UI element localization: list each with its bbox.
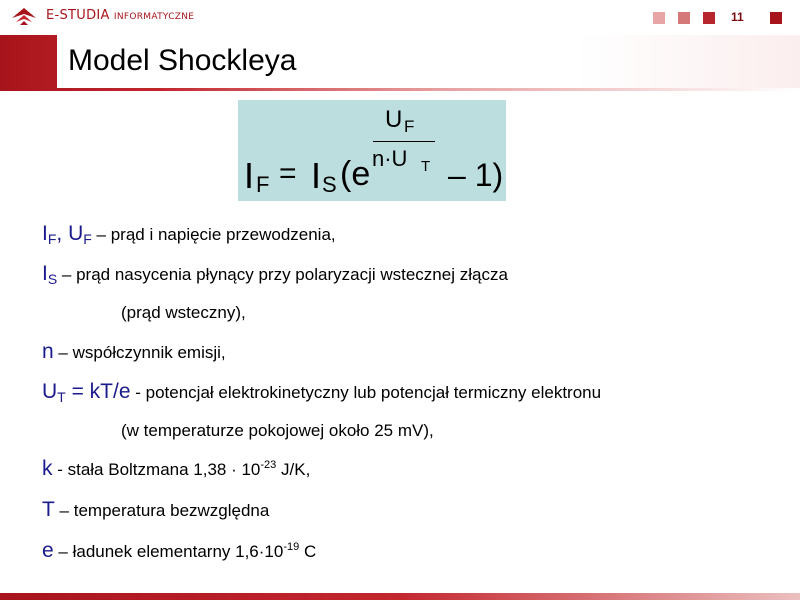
symbol-2: U xyxy=(68,222,84,245)
symbol: n xyxy=(42,340,54,363)
description: – ładunek elementarny 1,6·10 xyxy=(53,542,284,561)
description: - stała Boltzmana 1,38 · 10 xyxy=(52,460,261,479)
page-title: Model Shockleya xyxy=(68,44,297,77)
list-item-n xyxy=(42,340,226,364)
list-item-ut-continuation: (w temperaturze pokojowej około 25 mV), xyxy=(121,421,434,440)
list-item-t xyxy=(42,498,269,522)
formula-lhs-I: I xyxy=(244,155,255,196)
bottom-bar xyxy=(0,593,800,600)
separator: , xyxy=(56,222,69,245)
symbol: e xyxy=(42,539,54,562)
description: – temperatura bezwzględna xyxy=(54,501,270,520)
symbol: U xyxy=(42,380,58,403)
list-item-if-uf xyxy=(42,222,336,247)
description: – prąd nasycenia płynący przy polaryzacji wstecznej złącza xyxy=(57,265,508,284)
exponent: -23 xyxy=(260,459,277,471)
formula-equals: = xyxy=(279,157,297,190)
symbol-tail: = kT/e xyxy=(65,380,131,403)
description: - potencjał elektrokinetyczny lub potencjał termiczny elektronu xyxy=(130,383,602,402)
formula-den: n·U xyxy=(372,146,408,171)
symbol-2-sub: F xyxy=(83,231,92,247)
logo-mark-icon xyxy=(10,4,40,26)
logo-main-text: E-STUDIA xyxy=(46,7,110,23)
symbol: T xyxy=(42,498,55,521)
symbol: I xyxy=(42,222,48,245)
description-end: C xyxy=(299,542,317,561)
list-item-ut xyxy=(42,380,601,405)
symbol-sub: F xyxy=(47,231,57,247)
logo xyxy=(10,4,194,26)
formula-num-sub: F xyxy=(404,117,415,136)
symbol: I xyxy=(42,262,48,285)
list-item-is-continuation: (prąd wsteczny), xyxy=(121,303,246,322)
formula-open-e: (e xyxy=(340,155,371,193)
formula-num-U: U xyxy=(385,106,403,133)
description-end: J/K, xyxy=(276,460,311,479)
list-item-is xyxy=(42,262,508,287)
list-item-e xyxy=(42,539,316,563)
square-1 xyxy=(653,12,665,24)
formula-lhs-sub: F xyxy=(256,172,270,197)
exponent: -19 xyxy=(283,541,300,553)
symbol-sub: T xyxy=(57,389,66,405)
description: – prąd i napięcie przewodzenia, xyxy=(91,225,336,244)
formula-rhs-I: I xyxy=(311,155,322,196)
square-4 xyxy=(770,12,782,24)
square-2 xyxy=(678,12,690,24)
page-number: 11 xyxy=(731,10,744,24)
fraction-line xyxy=(373,141,435,142)
symbol: k xyxy=(42,457,53,480)
square-3 xyxy=(703,12,715,24)
formula-rhs-sub: S xyxy=(322,172,337,197)
formula-tail: – 1) xyxy=(448,157,504,193)
list-item-k xyxy=(42,457,310,481)
symbol-sub: S xyxy=(47,271,58,287)
description: – współczynnik emisji, xyxy=(53,343,226,362)
logo-sub-text: INFORMATYCZNE xyxy=(113,11,195,22)
formula-den-sub: T xyxy=(421,158,431,175)
